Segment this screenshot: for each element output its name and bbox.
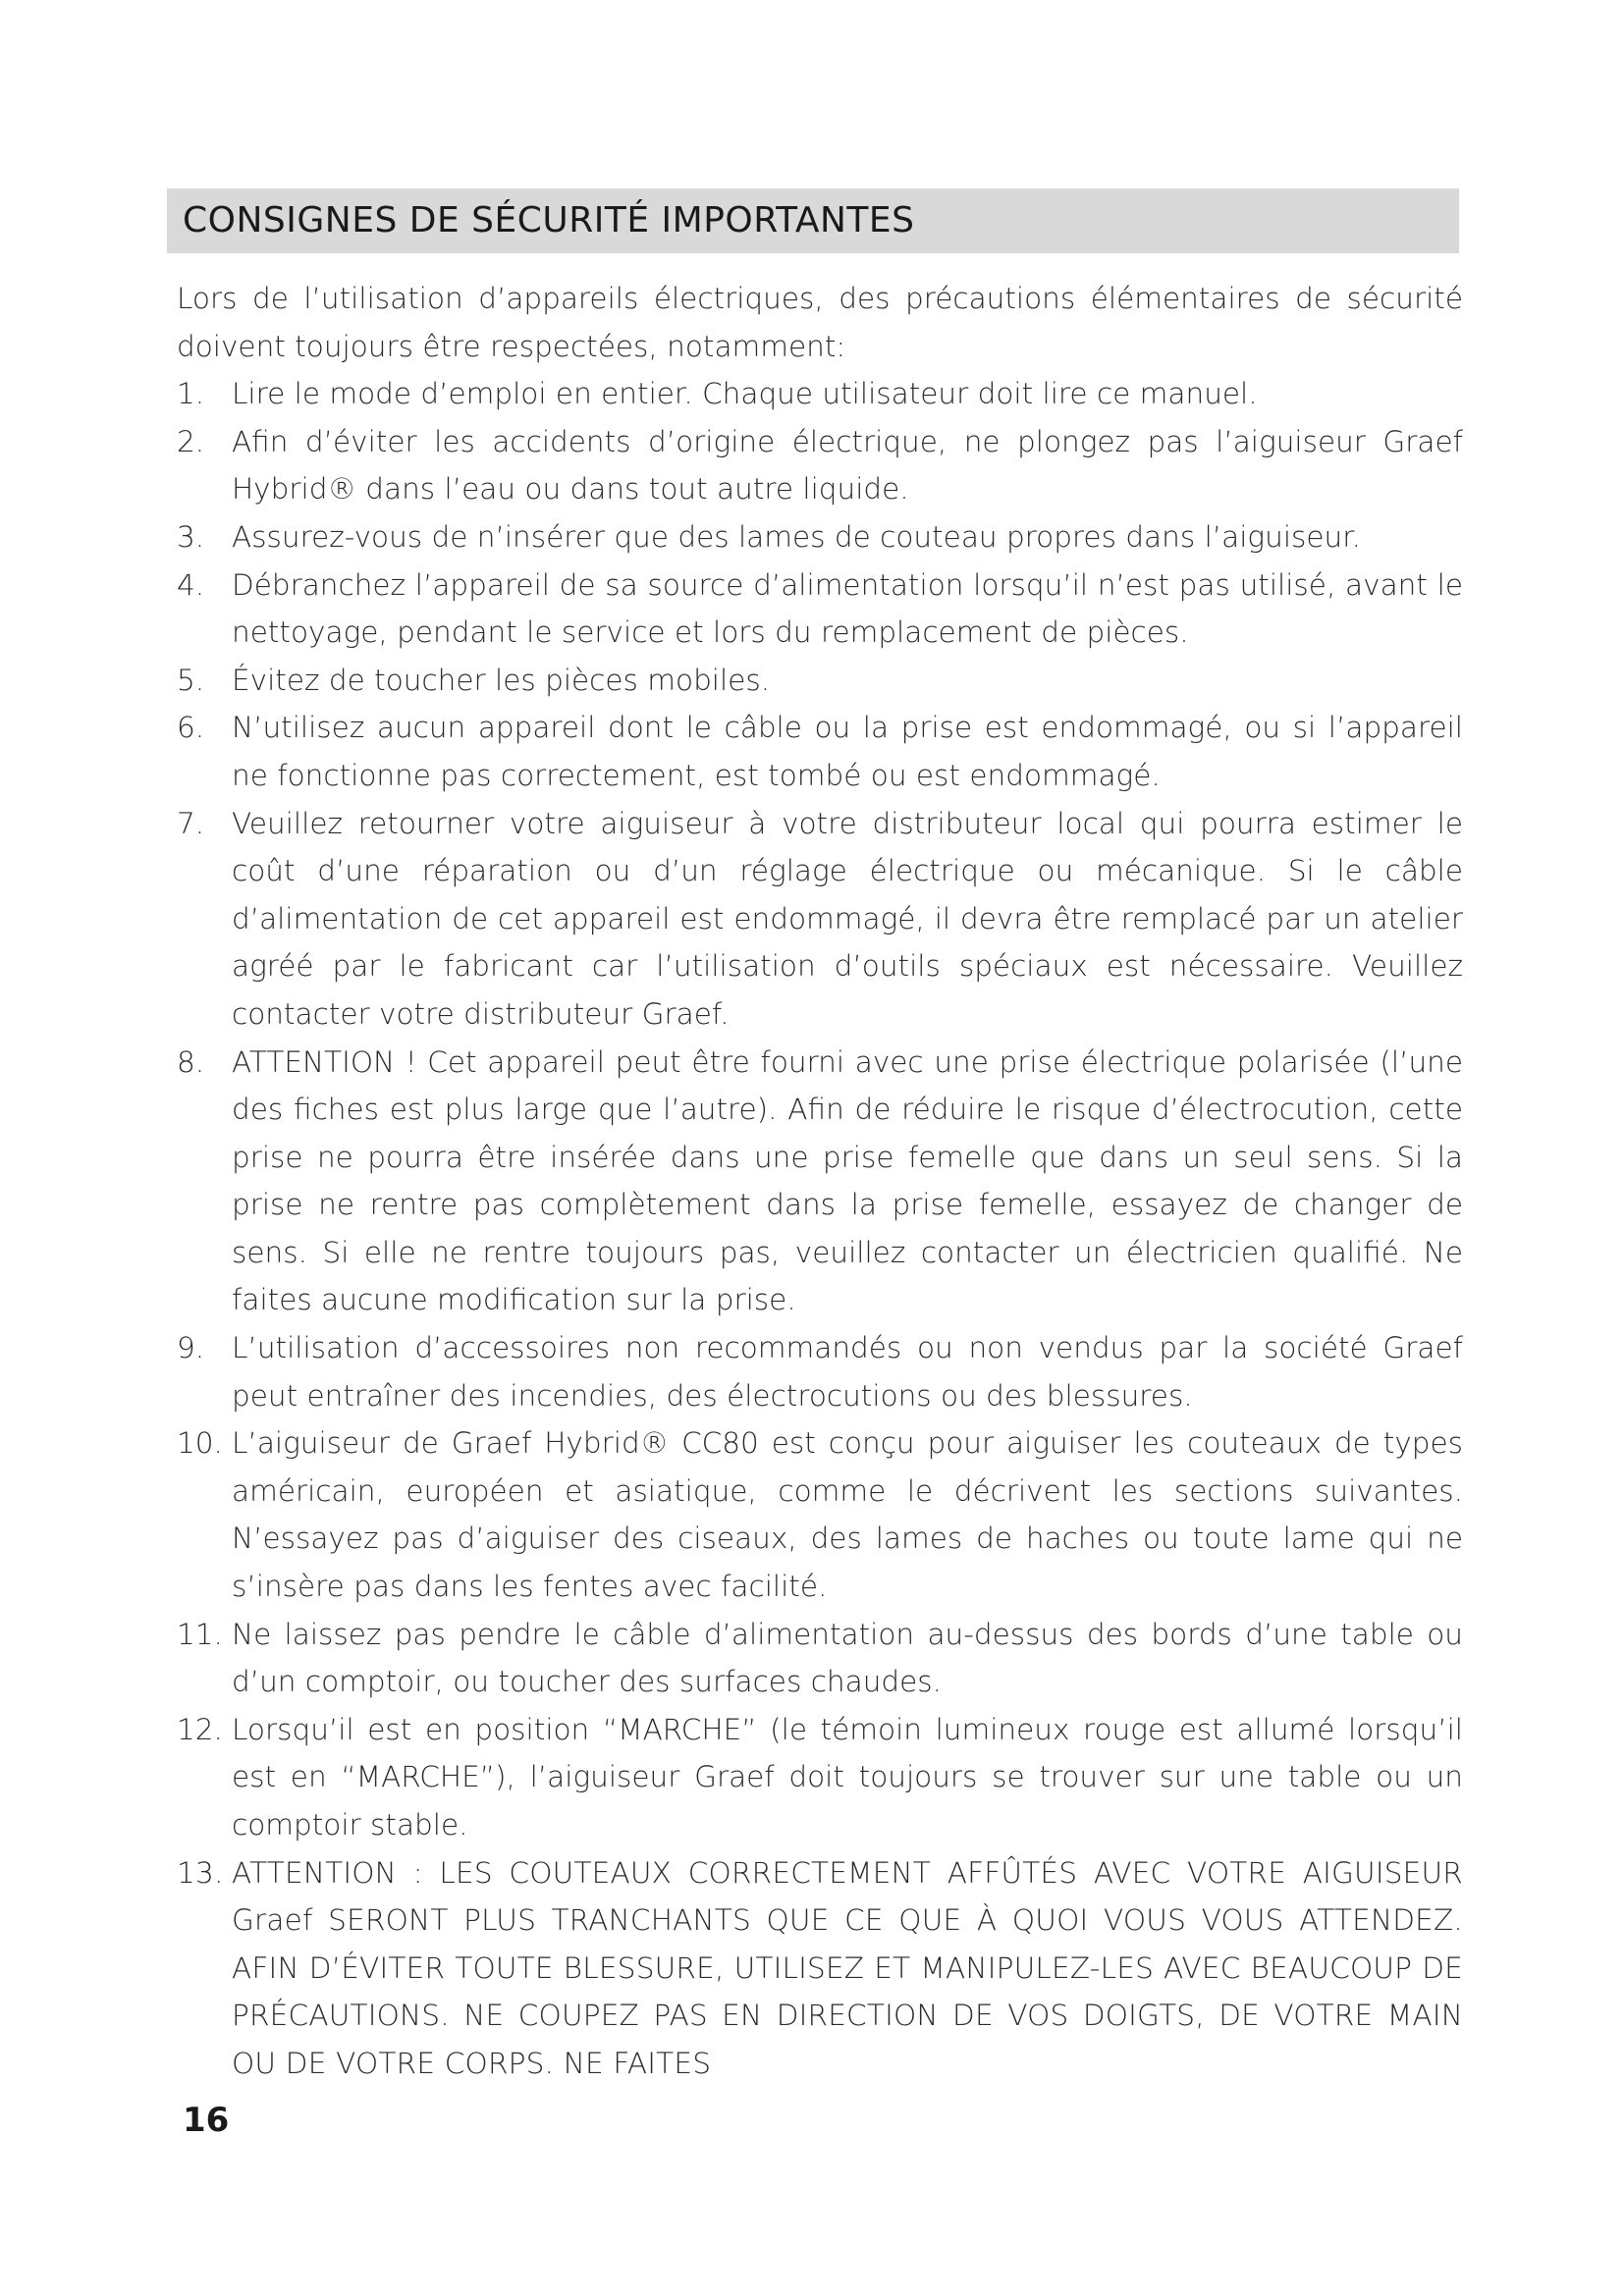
item-text: Lorsqu’il est en position “MARCHE” (le témoin lumineux rouge est allumé lorsqu’il est en “MARCHE”), l’aiguiseur Graef doit toujours se trouver sur une table ou un comptoir stable. (232, 1712, 1463, 1842)
list-item (177, 1324, 1463, 1419)
item-number: 9. (177, 1331, 205, 1365)
item-number: 4. (177, 567, 205, 602)
item-number: 2. (177, 424, 205, 458)
intro-paragraph: Lors de l’utilisation d’appareils électriques, des précautions élémentaires de sécurité doivent toujours être respectées, notamment: (177, 282, 1463, 363)
list-item (177, 561, 1463, 657)
section-heading-bar (167, 188, 1459, 253)
list-item (177, 1419, 1463, 1610)
item-text: Assurez-vous de n’insérer que des lames de couteau propres dans l’aiguiseur. (232, 519, 1362, 554)
item-text: Évitez de toucher les pièces mobiles. (232, 663, 771, 697)
list-item (177, 418, 1463, 513)
list-item (177, 513, 1463, 561)
item-number: 1. (177, 377, 205, 411)
list-item (177, 1611, 1463, 1706)
safety-list (177, 370, 1463, 2087)
item-number: 13. (177, 1855, 224, 1890)
list-item (177, 1039, 1463, 1325)
list-item (177, 1706, 1463, 1849)
item-text: L’utilisation d’accessoires non recommandés ou non vendus par la société Graef peut entraîner des incendies, des électrocutions ou des blessures. (232, 1331, 1463, 1413)
item-text: Débranchez l’appareil de sa source d’alimentation lorsqu’il n’est pas utilisé, avant le nettoyage, pendant le service et lors du remplacement de pièces. (232, 567, 1463, 650)
item-number: 12. (177, 1712, 223, 1746)
item-text: ATTENTION ! Cet appareil peut être fourni avec une prise électrique polarisée (l’une des fiches est plus large que l’autre). Afin de réduire le risque d’électrocution, cette prise ne pourra être insérée dans une prise femelle que dans un seul sens. Si la prise ne rentre pas complètement dans la prise femelle, essayez de changer de sens. Si elle ne rentre toujours pas, veuillez contacter un électricien qualifié. Ne faites aucune modification sur la prise. (232, 1044, 1463, 1317)
item-number: 10. (177, 1426, 223, 1461)
list-item (177, 800, 1463, 1039)
item-text: Lire le mode d’emploi en entier. Chaque utilisateur doit lire ce manuel. (232, 377, 1258, 411)
list-item (177, 657, 1463, 705)
item-text: ATTENTION : LES COUTEAUX CORRECTEMENT AFFÛTÉS AVEC VOTRE AIGUISEUR Graef SERONT PLUS TRANCHANTS QUE CE QUE À QUOI VOUS VOUS ATTENDEZ. AFIN D’ÉVITER TOUTE BLESSURE, UTILISEZ ET MANIPULEZ-LES AVEC BEAUCOUP DE PRÉCAUTIONS. NE COUPEZ PAS EN DIRECTION DE VOS DOIGTS, DE VOTRE MAIN OU DE VOTRE CORPS. NE FAITES (232, 1855, 1463, 2080)
item-text: N’utilisez aucun appareil dont le câble ou la prise est endommagé, ou si l’appareil ne fonctionne pas correctement, est tombé ou est endommagé. (232, 711, 1463, 792)
item-number: 11. (177, 1617, 223, 1651)
safety-instructions (177, 275, 1463, 2088)
list-item (177, 370, 1463, 418)
item-number: 6. (177, 711, 205, 745)
item-text: Veuillez retourner votre aiguiseur à votre distributeur local qui pourra estimer le coût d’une réparation ou d’un réglage électrique ou mécanique. Si le câble d’alimentation de cet appareil est endommagé, il devra être remplacé par un atelier agréé par le fabricant car l’utilisation d’outils spéciaux est nécessaire. Veuillez contacter votre distributeur Graef. (232, 806, 1463, 1031)
item-text: Ne laissez pas pendre le câble d’alimentation au-dessus des bords d’une table ou d’un comptoir, ou toucher des surfaces chaudes. (232, 1617, 1463, 1699)
item-text: L’aiguiseur de Graef Hybrid® CC80 est conçu pour aiguiser les couteaux de types américain, européen et asiatique, comme le décrivent les sections suivantes. N’essayez pas d’aiguiser des ciseaux, des lames de haches ou toute lame qui ne s’insère pas dans les fentes avec facilité. (232, 1426, 1463, 1604)
item-number: 8. (177, 1044, 205, 1079)
list-item (177, 1849, 1463, 2088)
item-number: 5. (177, 663, 205, 697)
item-text: Afin d’éviter les accidents d’origine électrique, ne plongez pas l’aiguiseur Graef Hybrid® dans l’eau ou dans tout autre liquide. (232, 424, 1463, 507)
list-item (177, 704, 1463, 799)
page-number: 16 (183, 2101, 230, 2140)
item-number: 7. (177, 806, 205, 840)
item-number: 3. (177, 519, 205, 554)
section-heading: CONSIGNES DE SÉCURITÉ IMPORTANTES (183, 200, 915, 240)
